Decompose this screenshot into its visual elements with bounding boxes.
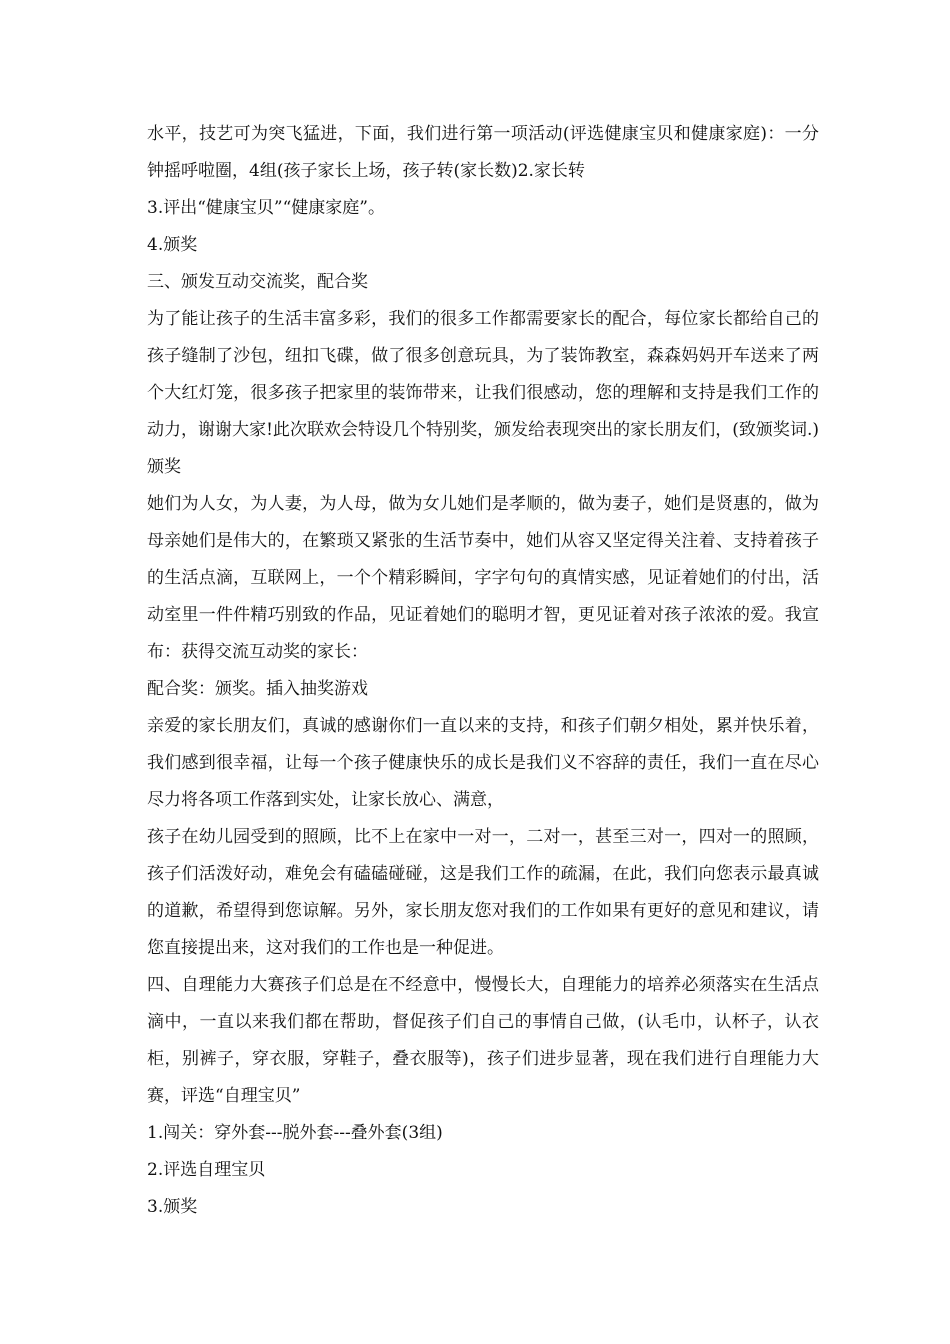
paragraph-step-3-award: 3.颁奖 (147, 1197, 198, 1217)
section-heading-four: 四、自理能力大赛孩子们总是在不经意中，慢慢长大，自理能力的培养必须落实在生活点滴中，一直以来我们都在帮助，督促孩子们自己的事情自己做，(认毛巾，认杯子，认衣柜，别裤子，穿衣服，穿鞋子，叠衣服等)，孩子们进步显著，现在我们进行自理能力大赛，评选“自理宝贝” (147, 975, 819, 1106)
paragraph-step-1-challenge: 1.闯关：穿外套---脱外套---叠外套(3组) (147, 1123, 443, 1143)
paragraph-award-speech: 她们为人女，为人妻，为人母，做为女儿她们是孝顺的，做为妻子，她们是贤惠的，做为母亲她们是伟大的，在繁琐又紧张的生活节奏中，她们从容又坚定得关注着、支持着孩子的生活点滴，互联网上，一个个精彩瞬间，字字句句的真情实感，见证着她们的付出，活动室里一件件精巧别致的作品，见证着她们的聪明才智，更见证着对孩子浓浓的爱。我宣布：获得交流互动奖的家长： (147, 494, 819, 662)
paragraph-thanks-parents: 亲爱的家长朋友们，真诚的感谢你们一直以来的支持，和孩子们朝夕相处，累并快乐着，我们感到很幸福，让每一个孩子健康快乐的成长是我们义不容辞的责任，我们一直在尽心尽力将各项工作落到实处，让家长放心、满意， (147, 716, 819, 810)
paragraph-parent-cooperation: 为了能让孩子的生活丰富多彩，我们的很多工作都需要家长的配合，每位家长都给自己的孩子缝制了沙包，纽扣飞碟，做了很多创意玩具，为了装饰教室，森森妈妈开车送来了两个大红灯笼，很多孩子把家里的装饰带来，让我们很感动，您的理解和支持是我们工作的动力，谢谢大家!此次联欢会特设几个特别奖，颁发给表现突出的家长朋友们，(致颁奖词.)颁奖 (147, 309, 819, 477)
paragraph-activity-one: 水平，技艺可为突飞猛进，下面，我们进行第一项活动(评选健康宝贝和健康家庭)：一分钟摇呼啦圈，4组(孩子家长上场，孩子转(家长数)2.家长转 (147, 124, 819, 181)
paragraph-cooperation-award: 配合奖：颁奖。插入抽奖游戏 (147, 679, 368, 699)
section-heading-three: 三、颁发互动交流奖，配合奖 (147, 272, 368, 292)
document-body (147, 116, 819, 1226)
paragraph-apology: 孩子在幼儿园受到的照顾，比不上在家中一对一，二对一，甚至三对一，四对一的照顾，孩子们活泼好动，难免会有磕磕碰碰，这是我们工作的疏漏，在此，我们向您表示最真诚的道歉，希望得到您谅解。另外，家长朋友您对我们的工作如果有更好的意见和建议，请您直接提出来，这对我们的工作也是一种促进。 (147, 827, 819, 958)
paragraph-step-2-select: 2.评选自理宝贝 (147, 1160, 266, 1180)
paragraph-step-4-award: 4.颁奖 (147, 235, 198, 255)
paragraph-step-3-health: 3.评出“健康宝贝”“健康家庭”。 (147, 198, 385, 218)
